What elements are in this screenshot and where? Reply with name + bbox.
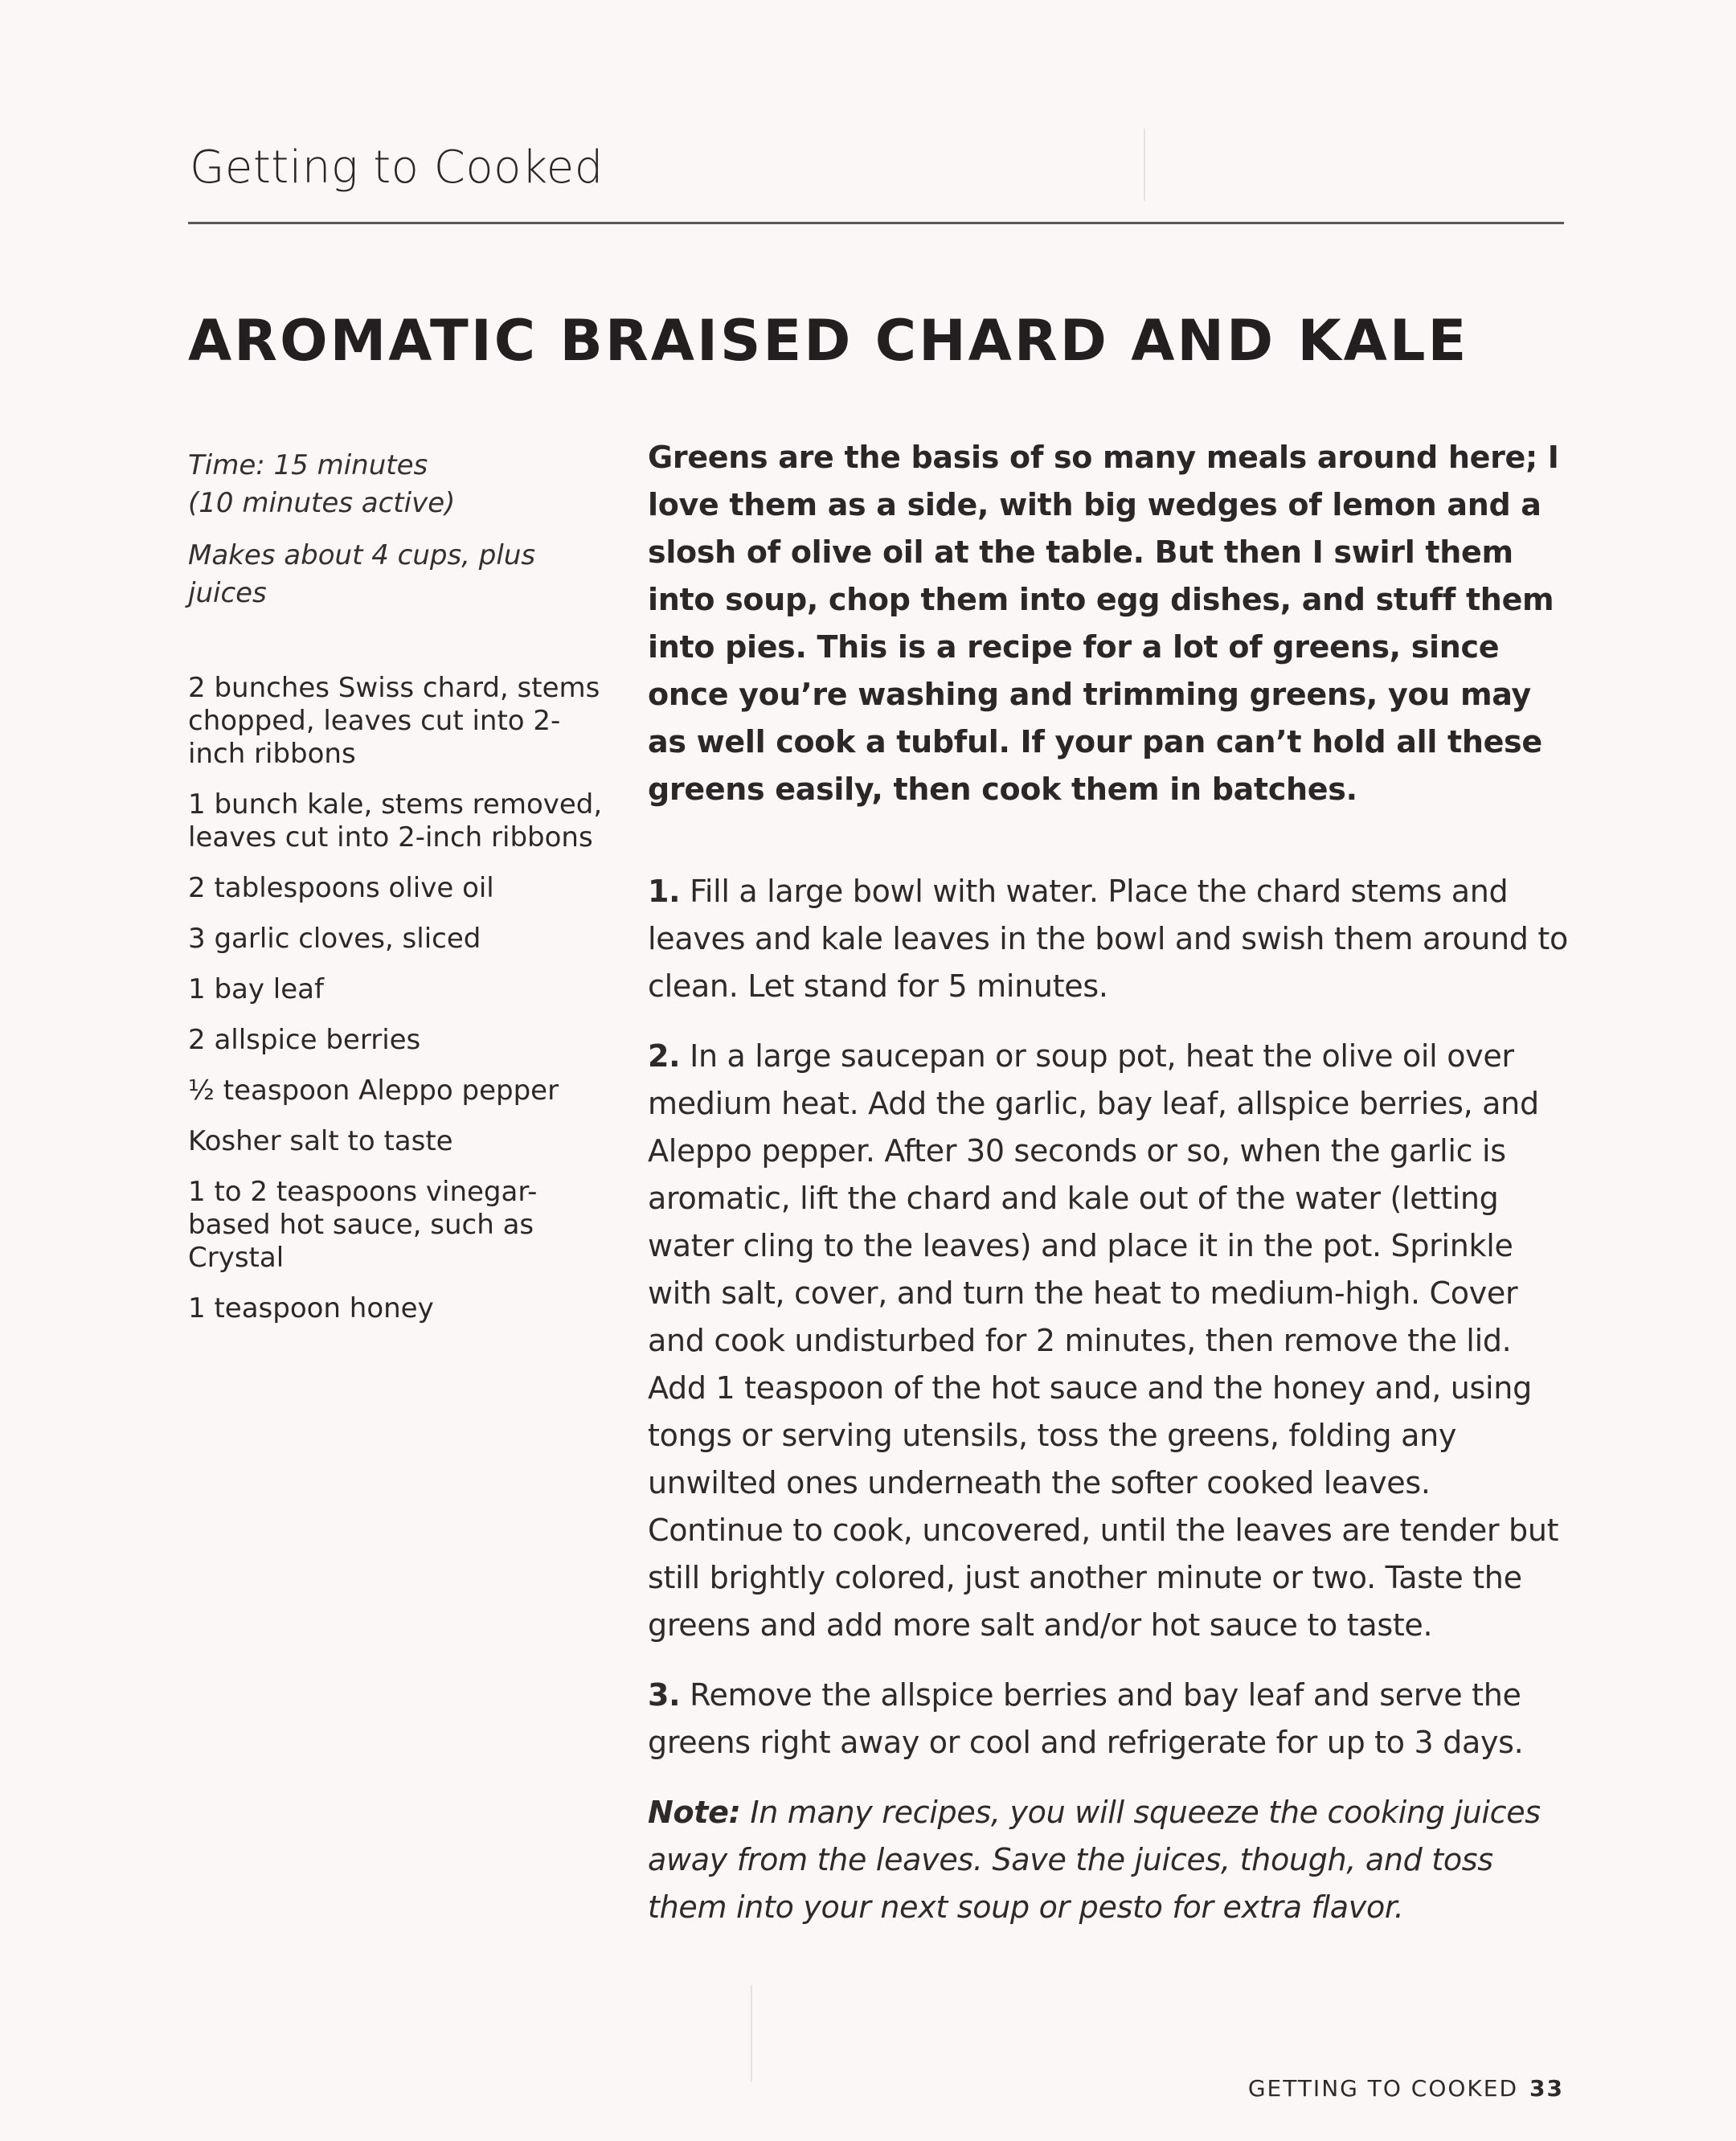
recipe-step <box>648 1672 1572 1766</box>
recipe-note <box>648 1789 1572 1931</box>
ingredient-list <box>188 672 614 1325</box>
recipe-sidebar <box>188 447 614 1343</box>
page-number: 33 <box>1529 2075 1564 2102</box>
step-text: In a large saucepan or soup pot, heat the olive oil over medium heat. Add the garlic, bay leaf, allspice berries, and Aleppo pepper. After 30 seconds or so, when the garlic is aromatic, lift the chard and kale out of the water (letting water cling to the leaves) and place it in the pot. Sprinkle with salt, cover, and turn the heat to medium-high. Cover and cook undisturbed for 2 minutes, then remove the lid. Add 1 teaspoon of the hot sauce and the honey and, using tongs or serving utensils, toss the greens, folding any unwilted ones underneath the softer cooked leaves. Continue to cook, uncovered, until the leaves are tender but still brightly colored, just another minute or two. Taste the greens and add more salt and/or hot sauce to taste. <box>648 1038 1559 1643</box>
running-head: Getting to Cooked <box>190 141 604 194</box>
ingredient-item: 2 tablespoons olive oil <box>188 872 494 904</box>
ingredient-item: ½ teaspoon Aleppo pepper <box>188 1075 559 1107</box>
paper-crease <box>1144 129 1145 201</box>
recipe-time-active: (10 minutes active) <box>188 487 456 519</box>
recipe-time: Time: 15 minutes <box>188 449 428 481</box>
recipe-intro: Greens are the basis of so many meals around here; I love them as a side, with big wedges of lemon and a slosh of olive oil at the table. But then I swirl them into soup, chop them into egg dishes, and stuff them into pies. This is a recipe for a lot of greens, since once you’re washing and trimming greens, you may as well cook a tubful. If your pan can’t hold all these greens easily, then cook them in batches. <box>648 440 1559 807</box>
ingredient-item: 1 bay leaf <box>188 973 324 1005</box>
recipe-title: AROMATIC BRAISED CHARD AND KALE <box>188 307 1469 374</box>
ingredient-item: Kosher salt to taste <box>188 1125 453 1157</box>
recipe-step <box>648 1033 1572 1649</box>
recipe-yield: Makes about 4 cups, plus juices <box>188 539 536 609</box>
ingredient-item: 2 bunches Swiss chard, stems chopped, leaves cut into 2-inch ribbons <box>188 672 600 770</box>
step-text: Fill a large bowl with water. Place the chard stems and leaves and kale leaves in the bowl and swish them around to clean. Let stand for 5 minutes. <box>648 874 1568 1004</box>
recipe-body <box>648 434 1572 1931</box>
ingredient-item: 1 teaspoon honey <box>188 1292 434 1324</box>
step-number: 1. <box>648 874 681 909</box>
step-number: 2. <box>648 1038 681 1074</box>
note-text: In many recipes, you will squeeze the cooking juices away from the leaves. Save the juices, though, and toss them into your next soup or pesto for extra flavor. <box>648 1795 1541 1925</box>
ingredient-item: 1 to 2 teaspoons vinegar-based hot sauce, such as Crystal <box>188 1176 538 1274</box>
ingredient-item: 2 allspice berries <box>188 1024 421 1056</box>
header-rule <box>188 222 1564 224</box>
ingredient-item: 1 bunch kale, stems removed, leaves cut into 2-inch ribbons <box>188 788 603 854</box>
footer-section: GETTING TO COOKED <box>1247 2075 1519 2102</box>
page-footer <box>1248 2075 1564 2102</box>
note-label: Note: <box>648 1795 741 1830</box>
step-text: Remove the allspice berries and bay leaf and serve the greens right away or cool and refrigerate for up to 3 days. <box>648 1677 1524 1760</box>
paper-crease <box>751 1985 752 2082</box>
recipe-step <box>648 868 1572 1010</box>
recipe-steps <box>648 868 1572 1766</box>
step-number: 3. <box>648 1677 681 1713</box>
ingredient-item: 3 garlic cloves, sliced <box>188 923 481 955</box>
